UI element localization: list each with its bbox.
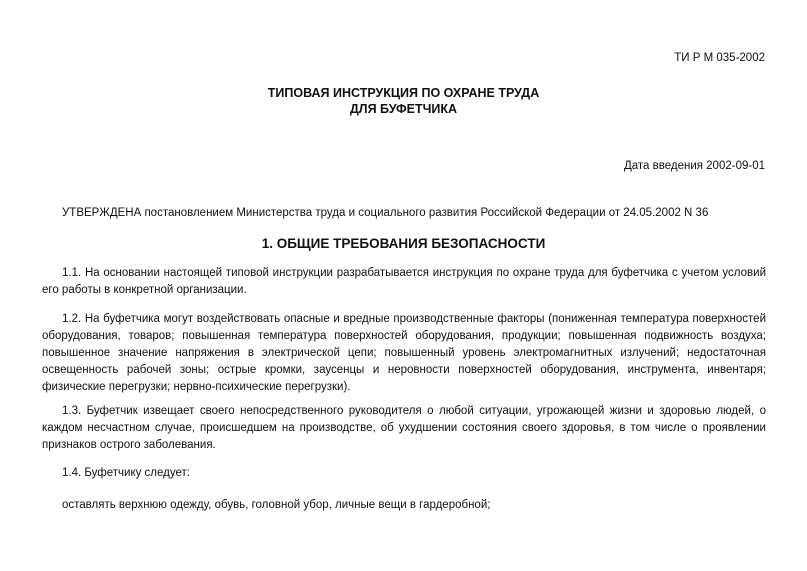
paragraph-1-2: 1.2. На буфетчика могут воздействовать опасные и вредные производственные факторы (пониженная температура поверхностей оборудования, товаров; повышенная температура поверхностей оборудования, продукции; повышенная подвижность воздуха; повышенное значение напряжения в электрической цепи; повышенный уровень электромагнитных излучений; недостаточная освещенность рабочей зоны; острые кромки, заусенцы и неровности поверхностей оборудования, инструмента, инвентаря; физические перегрузки; нервно-психические перегрузки).	[42, 313, 766, 393]
document-title	[0, 85, 807, 117]
paragraph-1-1: 1.1. На основании настоящей типовой инструкции разрабатывается инструкция по охране труда для буфетчика с учетом условий его работы в конкретной организации.	[42, 267, 766, 296]
document-title-line-1: ТИПОВАЯ ИНСТРУКЦИЯ ПО ОХРАНЕ ТРУДА	[267, 86, 540, 100]
document-code: ТИ Р М 035-2002	[674, 52, 765, 64]
document-title-line-2: ДЛЯ БУФЕТЧИКА	[349, 102, 458, 116]
paragraph-1-4: 1.4. Буфетчику следует:	[62, 467, 190, 479]
paragraph-1-3: 1.3. Буфетчик извещает своего непосредственного руководителя о любой ситуации, угрожающей жизни и здоровью людей, о каждом несчастном случае, происшедшем на производстве, об ухудшении состояния своего здоровья, в том числе о проявлении признаков острого заболевания.	[42, 405, 766, 451]
approval-statement: УТВЕРЖДЕНА постановлением Министерства труда и социального развития Российской Федерации от 24.05.2002 N 36	[62, 207, 709, 219]
section-heading: 1. ОБЩИЕ ТРЕБОВАНИЯ БЕЗОПАСНОСТИ	[261, 236, 546, 251]
list-item: оставлять верхнюю одежду, обувь, головной убор, личные вещи в гардеробной;	[62, 499, 491, 511]
introduction-date: Дата введения 2002-09-01	[623, 160, 765, 172]
